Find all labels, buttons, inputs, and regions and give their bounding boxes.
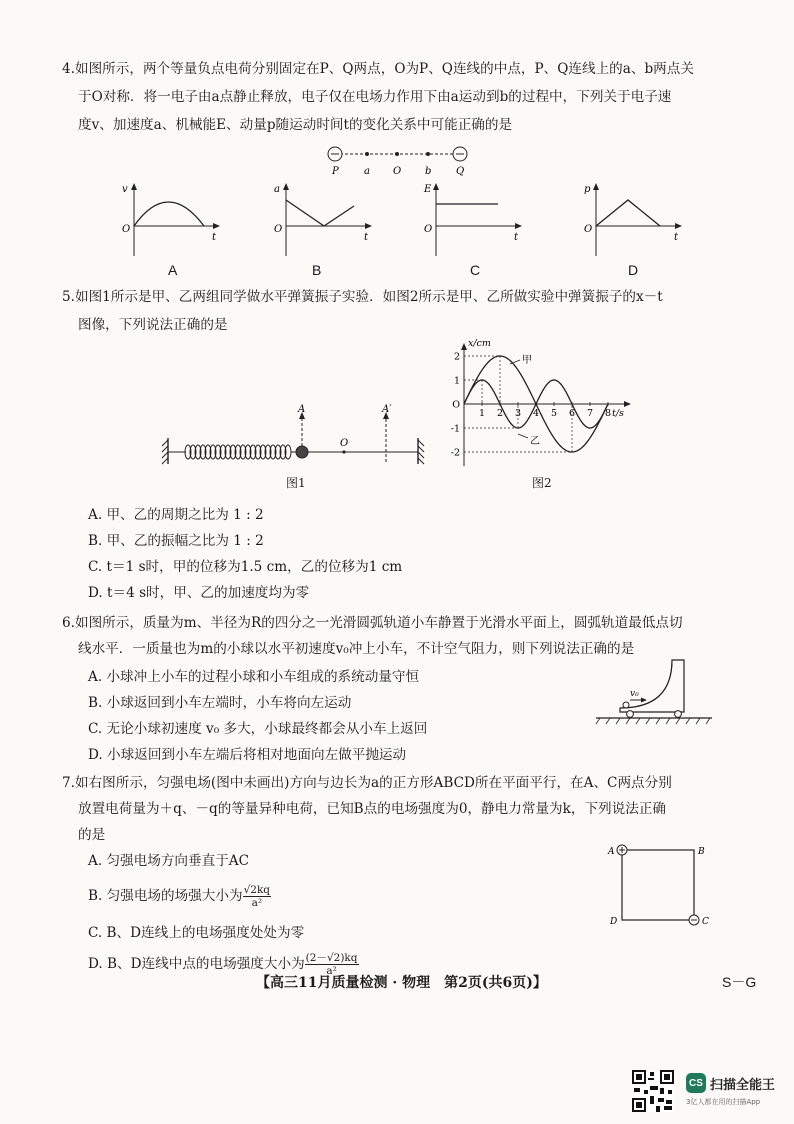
q5-fig1-caption: 图1: [286, 476, 306, 490]
svg-text:A: A: [608, 847, 615, 857]
qr-code-icon: [632, 1070, 674, 1112]
q6-line2: 线水平．一质量也为m的小球以水平初速度v₀冲上小车，不计空气阻力，则下列说法正确的是: [78, 641, 635, 657]
svg-text:O: O: [584, 224, 593, 235]
svg-text:B: B: [698, 847, 705, 857]
q4-label-O: O: [393, 166, 402, 176]
q4-line3: 度v、加速度a、机械能E、动量p随运动时间t的变化关系中可能正确的是: [78, 117, 513, 133]
q4-graph-d-letter: D: [628, 262, 639, 278]
fig2-legend-jia: 甲: [522, 355, 532, 366]
fig2-legend-yi: 乙: [530, 436, 540, 447]
svg-text:a: a: [274, 184, 280, 195]
q4-label-a: a: [364, 166, 370, 176]
fig2-xtick-label: 5: [550, 408, 558, 419]
q6-option-c: C. 无论小球初速度 v₀ 多大，小球最终都会从小车上返回: [88, 721, 428, 737]
fig2-ytick-label: O: [452, 399, 460, 411]
camscanner-logo-icon: CS: [686, 1073, 706, 1093]
q5-option-c: C. t＝1 s时，甲的位移为1.5 cm，乙的位移为1 cm: [88, 559, 403, 575]
q5-option-a: A. 甲、乙的周期之比为 1 : 2: [88, 507, 264, 523]
q4-graph-a: [116, 180, 226, 260]
q5-fig2-caption: 图2: [532, 476, 552, 490]
q6-cart-diagram: [590, 654, 718, 726]
svg-text:p: p: [584, 184, 591, 195]
svg-text:A: A: [298, 404, 306, 415]
q4-graph-c-letter: C: [470, 262, 481, 278]
q7-option-b-fraction: $\frac{√2kq}{\text{a²}}$: [243, 884, 271, 909]
q4-graph-b: [268, 180, 378, 260]
camscanner-subtitle: 3亿人都在用的扫描App: [686, 1098, 761, 1106]
svg-text:t: t: [514, 232, 519, 243]
q6-option-b: B. 小球返回到小车左端时，小车将向左运动: [88, 695, 352, 711]
q5-line1: 5.如图1所示是甲、乙两组同学做水平弹簧振子实验．如图2所示是甲、乙所做实验中弹簧振子的x－t: [62, 289, 663, 305]
fig2-ytick-label: -2: [450, 447, 460, 459]
svg-text:v: v: [122, 184, 128, 195]
q6-line1: 6.如图所示，质量为m、半径为R的四分之一光滑圆弧轨道小车静置于光滑水平面上，圆弧轨道最低点切: [62, 615, 683, 631]
fig2-ylabel: x/cm: [468, 338, 491, 349]
fig2-xtick-label: 3: [514, 408, 522, 419]
svg-text:v₀: v₀: [630, 689, 639, 699]
svg-text:t: t: [364, 232, 369, 243]
q4-graph-c: [418, 180, 528, 260]
q4-line1: 4.如图所示，两个等量负点电荷分别固定在P、Q两点，O为P、Q连线的中点，P、Q连线上的a、b两点关: [62, 61, 694, 77]
q7-option-c: C. B、D连线上的电场强度处处为零: [88, 925, 305, 941]
svg-text:O: O: [424, 224, 433, 235]
q4-line2: 于O对称．将一电子由a点静止释放，电子仅在电场力作用下由a运动到b的过程中，下列关于电子速: [78, 89, 672, 105]
q4-label-Q: Q: [456, 166, 465, 176]
fig2-ytick-label: 1: [453, 375, 460, 387]
camscanner-title: 扫描全能王: [710, 1078, 776, 1093]
page-footer: 【高三11月质量检测 · 物理 第2页(共6页)】: [256, 975, 547, 991]
q4-graph-b-letter: B: [312, 262, 322, 278]
svg-text:O: O: [340, 438, 349, 449]
q5-option-d: D. t＝4 s时，甲、乙的加速度均为零: [88, 585, 310, 601]
q5-fig1-spring: [154, 404, 434, 470]
q5-fig2-xt-graph: [444, 338, 642, 470]
q6-option-d: D. 小球返回到小车左端后将相对地面向左做平抛运动: [88, 747, 407, 763]
fig2-xlabel: t/s: [612, 408, 624, 419]
svg-text:O: O: [122, 224, 131, 235]
svg-text:O: O: [274, 224, 283, 235]
q7-option-d: D. B、D连线中点的电场强度大小为 $\frac{(2-√2)kq}{\text{a²}}$: [88, 952, 358, 977]
q7-line3: 的是: [78, 827, 106, 843]
q7-option-a: A. 匀强电场方向垂直于AC: [88, 853, 250, 869]
fig2-xtick-label: 8: [604, 408, 612, 419]
q7-line2: 放置电荷量为＋q、－q的等量异种电荷，已知B点的电场强度为0，静电力常量为k，下列说法正确: [78, 801, 667, 817]
q7-option-b: B. 匀强电场的场强大小为 $\frac{√2kq}{\text{a²}}$: [88, 884, 271, 909]
q4-label-P: P: [332, 166, 339, 176]
fig2-ytick-label: -1: [450, 423, 460, 435]
fig2-ytick-label: 2: [453, 351, 460, 363]
svg-text:t: t: [212, 232, 217, 243]
svg-text:D: D: [610, 917, 618, 927]
fig2-xtick-label: 1: [478, 408, 486, 419]
svg-text:C: C: [702, 917, 709, 927]
paper-code: S－G: [722, 974, 757, 990]
q6-option-a: A. 小球冲上小车的过程小球和小车组成的系统动量守恒: [88, 669, 420, 685]
q4-graph-a-letter: A: [168, 262, 178, 278]
q7-option-d-fraction: $\frac{(2-√2)kq}{\text{a²}}$: [305, 952, 358, 977]
q4-label-b: b: [425, 166, 432, 176]
fig2-xtick-label: 6: [568, 408, 576, 419]
fig2-xtick-label: 2: [496, 408, 504, 419]
svg-text:A′: A′: [382, 404, 392, 415]
fig2-xtick-label: 7: [586, 408, 594, 419]
fig2-xtick-label: 4: [532, 408, 540, 419]
q4-charge-diagram: [320, 142, 480, 176]
q5-option-b: B. 甲、乙的振幅之比为 1 : 2: [88, 533, 264, 549]
svg-text:E: E: [424, 184, 432, 195]
q7-line1: 7.如右图所示，匀强电场(图中未画出)方向与边长为a的正方形ABCD所在平面平行，在A、C两点分别: [62, 775, 672, 791]
svg-text:t: t: [674, 232, 679, 243]
q7-square-diagram: [606, 840, 716, 928]
q4-graph-d: [578, 180, 688, 260]
q5-line2: 图像，下列说法正确的是: [78, 317, 228, 333]
